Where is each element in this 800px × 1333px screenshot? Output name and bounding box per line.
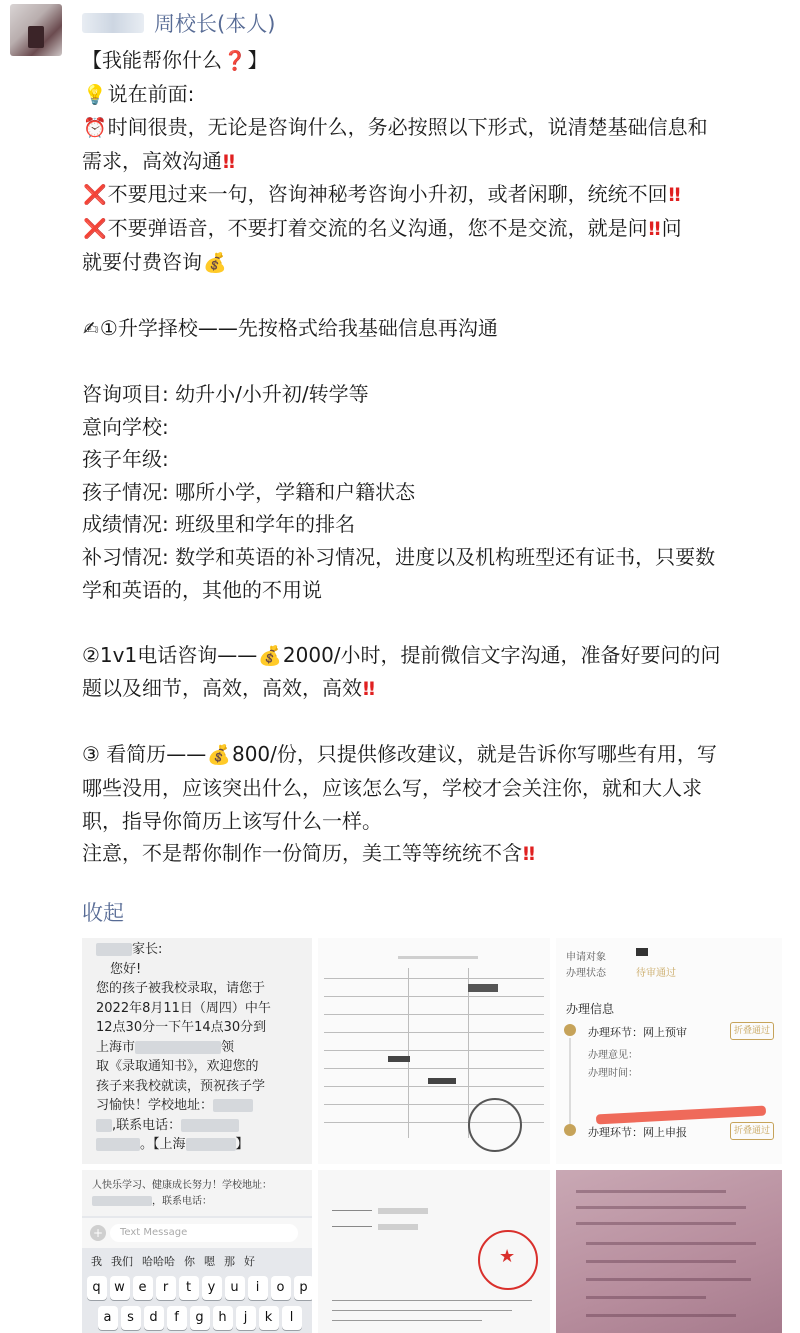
cross-mark-icon: ❌ <box>83 184 107 207</box>
cross-mark-icon: ❌ <box>83 217 107 240</box>
image-thumbnail-photo[interactable] <box>556 1170 782 1333</box>
post-line: ❌不要弹语音，不要打着交流的名义沟通，您不是交流，就是问‼问 <box>82 212 787 246</box>
redacted-block <box>186 1138 236 1151</box>
collapse-link[interactable]: 收起 <box>82 901 124 925</box>
post-line: ❌不要甩过来一句，咨询神秘考咨询小升初，或者闲聊，统统不回‼ <box>82 178 787 212</box>
post-line: 孩子情况: 哪所小学，学籍和户籍状态 <box>82 479 416 504</box>
double-exclamation-icon: ‼ <box>523 843 535 866</box>
post-line: 补习情况: 数学和英语的补习情况，进度以及机构班型还有证书，只要数 <box>82 544 716 569</box>
avatar[interactable] <box>10 4 62 56</box>
double-exclamation-icon: ‼ <box>668 184 681 207</box>
image-grid <box>82 938 782 1333</box>
redacted-block <box>96 1138 140 1151</box>
alarm-clock-icon: ⏰ <box>83 117 107 140</box>
redacted-block <box>96 1119 112 1132</box>
redacted-block <box>181 1119 239 1132</box>
post-line: 意向学校: <box>82 414 169 439</box>
message-input-bar <box>82 1218 312 1248</box>
post-line: 职，指导你简历上该写什么一样。 <box>82 808 382 833</box>
post-body <box>82 44 787 871</box>
post-line: 就要付费咨询💰 <box>82 246 787 280</box>
post-line: 咨询项目: 幼升小/小升初/转学等 <box>82 381 369 406</box>
question-icon: ❓ <box>223 50 247 72</box>
post-line: 成绩情况: 班级里和学年的排名 <box>82 512 356 537</box>
post-line: 孩子年级: <box>82 447 169 472</box>
lightbulb-icon: 💡 <box>83 83 107 106</box>
post-line: ②1v1电话咨询——💰2000/小时，提前微信文字沟通，准备好要问的问 <box>82 639 787 673</box>
redacted-name <box>82 13 144 33</box>
redacted-block <box>135 1041 221 1054</box>
timeline-node-icon <box>564 1124 576 1136</box>
message-input: Text Message <box>110 1224 298 1242</box>
post-line: ③ 看简历——💰800/份，只提供修改建议，就是告诉你写哪些有用，写 <box>82 738 787 772</box>
redacted-block <box>96 943 132 956</box>
money-bag-icon: 💰 <box>207 744 231 767</box>
red-seal-stamp <box>478 1230 538 1290</box>
timeline-node-icon <box>564 1024 576 1036</box>
author-nickname[interactable]: 周校长(本人) <box>154 12 276 36</box>
double-exclamation-icon: ‼ <box>223 150 235 173</box>
post-line: 注意，不是帮你制作一份简历，美工等等统统不含‼ <box>82 837 787 871</box>
double-exclamation-icon: ‼ <box>363 678 375 701</box>
post-line: ✍①升学择校——先按格式给我基础信息再沟通 <box>82 312 787 346</box>
image-thumbnail-certificate[interactable] <box>318 1170 550 1333</box>
chat-strip: 人快乐学习、健康成长努力！学校地址： ，联系电话： <box>82 1170 312 1216</box>
money-bag-icon: 💰 <box>258 644 282 667</box>
image-thumbnail-document[interactable] <box>318 938 550 1164</box>
post-line: 题以及细节，高效，高效，高效‼ <box>82 672 787 706</box>
keyboard-row-2: a s d f g h j k l <box>96 1306 303 1330</box>
keyboard-row-1: q w e r t y u i o p <box>85 1276 312 1300</box>
post-line: 学和英语的，其他的不用说 <box>82 577 322 602</box>
post-line: ⏰时间很贵，无论是咨询什么，务必按照以下形式，说清楚基础信息和 <box>82 111 787 145</box>
post-line: 需求，高效沟通‼ <box>82 145 787 179</box>
writing-hand-icon: ✍ <box>83 317 99 340</box>
plus-icon: + <box>90 1225 106 1241</box>
redacted-block <box>213 1099 253 1112</box>
image-thumbnail-keyboard[interactable] <box>82 1170 312 1333</box>
money-bag-icon: 💰 <box>203 251 227 274</box>
post-line: 哪些没用，应该突出什么，应该怎么写，学校才会关注你，就和大人求 <box>82 776 702 801</box>
double-exclamation-icon: ‼ <box>648 217 661 240</box>
image-thumbnail-sms[interactable] <box>82 938 312 1164</box>
post-line: 💡说在前面: <box>82 78 787 112</box>
sms-text: 家长: 您好! 您的孩子被我校录取，请您于 2022年8月11日（周四）中午 12点30分一下午14点30分到 上海市 领 取《录取通知书》，欢迎您的 孩子来我校就读，预祝孩子学 习愉快！学校地址： ,联系电话： 。【上海 】 <box>96 942 271 1152</box>
author-row <box>82 8 275 38</box>
image-thumbnail-status[interactable]: 申请对象 办理状态 待审通过 办理信息 办理环节：网上预审 折叠通过 办理意见： 办理时间： 办理环节：网上申报 折叠通过 <box>556 938 782 1164</box>
post-line: 【我能帮你什么❓】 <box>82 44 787 78</box>
seal-stamp <box>468 1098 522 1152</box>
candidate-bar: 我 我们 哈哈哈 你 嗯 那 好 <box>91 1255 255 1268</box>
